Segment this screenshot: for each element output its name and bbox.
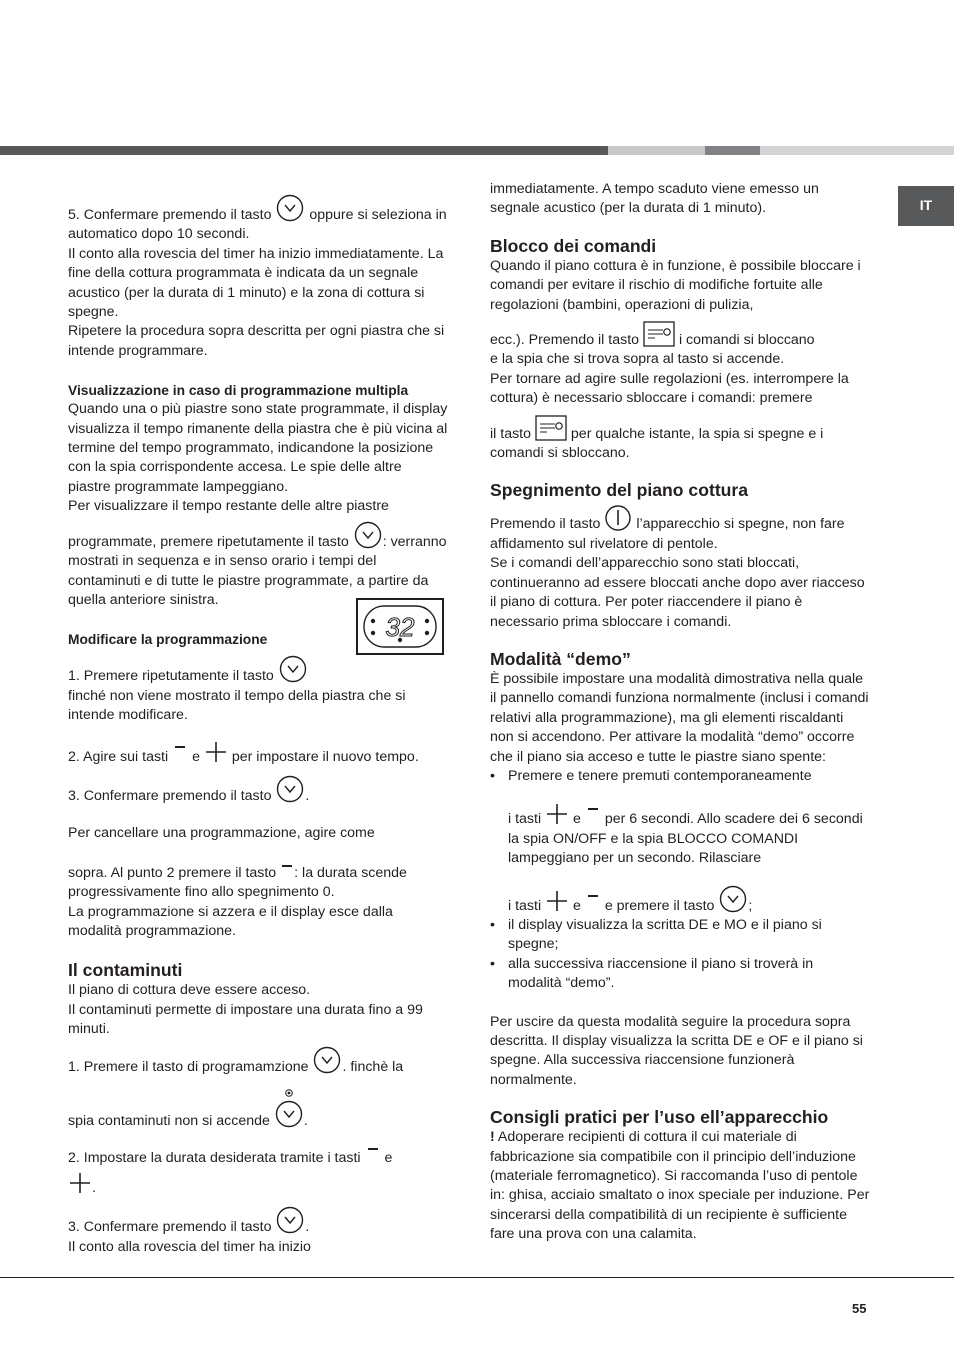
plus-key-icon: [545, 802, 569, 826]
clock-key-icon: [275, 1206, 305, 1234]
modify-step2-text: 2. Agire sui tasti: [68, 748, 169, 765]
cancel-text-b1: sopra. Al punto 2 premere il tasto: [68, 864, 277, 881]
cancel-paragraph: [68, 862, 448, 903]
step5-text-b: oppure si seleziona in automatico dopo 10 secondi.: [68, 207, 447, 243]
period: .: [305, 1219, 310, 1236]
demo-step1-text-b2: per 6 secondi. Allo scadere dei 6 secondi la spia ON/OFF e la spia BLOCCO COMANDI lampeggiano per un secondo. Rilasciare: [508, 811, 863, 867]
bullet: •: [490, 767, 495, 784]
clock-key-icon: [278, 655, 308, 683]
lock-text-e1: il tasto: [490, 425, 532, 442]
demo-step-1: [490, 767, 870, 916]
footer-rule: [0, 1277, 954, 1278]
timer-text-b: Il contaminuti permette di impostare una durata fino a 99 minuti.: [68, 1001, 423, 1038]
timer-step3-text-b: Il conto alla rovescia del timer ha inizio: [68, 1238, 311, 1255]
display-readout: 32: [385, 612, 415, 642]
step5-paragraph: [68, 194, 448, 245]
demo-step-2: [490, 916, 870, 955]
demo-heading: Modalità “demo”: [490, 648, 631, 669]
demo-step2-text: il display visualizza la scritta DE e MO e il piano si spegne;: [508, 916, 822, 953]
lock-text-c: e la spia che si trova sopra al tasto si accende.: [490, 351, 785, 368]
demo-step1-text-c1: i tasti: [508, 897, 542, 914]
demo-step1-text-a: Premere e tenere premuti contemporaneamente: [508, 767, 812, 784]
header-bar-light-end: [760, 146, 954, 155]
multi-programming-text: Quando una o più piastre sono state programmate, il display visualizza il tempo rimanente della piastra che è più vicina al termine del tempo programmato, indicandone la posizione con la spia corrispondente accesa. Le spie delle altre piastre programmate lampeggiano.: [68, 401, 448, 495]
modify-step3: [68, 775, 448, 806]
lock-paragraph: [490, 321, 870, 350]
minus-key-icon: [585, 804, 601, 826]
switch-off-text-a1: Premendo il tasto: [490, 516, 601, 533]
timer-step1: [68, 1046, 448, 1077]
multi-text-c2: : verranno mostrati in sequenza e in senso orario i tempi del contaminuti e di tutte le piastre programmate, a partire da quella anteriore sinistra.: [68, 533, 447, 608]
bullet: •: [490, 955, 495, 972]
clock-key-icon: [275, 194, 305, 222]
period: .: [305, 787, 310, 804]
demo-exit-text: Per uscire da questa modalità seguire la procedura sopra descritta. Il display visualizza la scritta DE e OF e il piano si spegne. Alla successiva riaccensione funzionerà normalmente.: [490, 1013, 863, 1088]
timer-step3-text: 3. Confermare premendo il tasto: [68, 1219, 272, 1236]
modify-step2-text-b: per impostare il nuovo tempo.: [231, 748, 419, 765]
clock-key-icon: [718, 885, 748, 913]
switch-off-paragraph: [490, 505, 870, 554]
timer-step2-text: 2. Impostare la durata desiderata tramite i tasti: [68, 1150, 361, 1167]
minus-key-icon: [280, 862, 294, 880]
semicolon: ;: [748, 897, 753, 914]
repeat-text: Ripetere la procedura sopra descritta per ogni piastra che si intende programmare.: [68, 323, 445, 359]
cancel-text-b2: : la durata scende progressivamente fino allo spegnimento 0.: [68, 864, 407, 901]
clock-key-icon: [312, 1046, 342, 1074]
seven-segment-display: [356, 598, 444, 655]
countdown-text: Il conto alla rovescia del timer ha inizio immediatamente. La fine della cottura programmata è indicata da un segnale acustico (per la durata di 1 minuto) e la zona di cottura si spegne.: [68, 245, 444, 321]
lock-text-d: Per tornare ad agire sulle regolazioni (es. interrompere la cottura) è necessario sbloccare i comandi: premere: [490, 370, 849, 407]
demo-step1-release: [508, 885, 870, 916]
timer-indicator-icon: [274, 1089, 304, 1129]
timer-step2-and: e: [384, 1150, 393, 1167]
right-column: [490, 180, 870, 1245]
multi-programming-paragraph: [68, 521, 448, 611]
demo-step3-text: alla successiva riaccensione il piano si troverà in modalità “demo”.: [508, 955, 814, 992]
switch-off-text-a2: l’apparecchio si spegne, non fare affidamento sul rivelatore di pentole.: [490, 516, 845, 552]
timer-step2: [68, 1145, 448, 1168]
clock-key-icon: [353, 521, 383, 549]
lock-text-a: Quando il piano cottura è in funzione, è possibile bloccare i comandi per evitare il rischio di modifiche fortuite alle regolazioni (bambini, operazioni di pulizia,: [490, 257, 861, 313]
plus-key-icon: [545, 889, 569, 913]
modify-step1-text: 1. Premere ripetutamente il tasto: [68, 668, 274, 685]
unlock-paragraph: [490, 415, 870, 464]
demo-step1-and: e: [573, 811, 581, 828]
header-bar-mid: [705, 146, 760, 155]
multi-programming-heading: Visualizzazione in caso di programmazione multipla: [68, 383, 409, 399]
plus-key-icon: [68, 1171, 92, 1195]
cancel-text: Per cancellare una programmazione, agire come: [68, 825, 375, 842]
minus-key-icon: [172, 742, 188, 764]
timer-step1-text: 1. Premere il tasto di programamzione: [68, 1058, 309, 1075]
multi-programming-text-b: Per visualizzare il tempo restante delle altre piastre: [68, 498, 389, 515]
tips-heading: Consigli pratici per l’uso ell’apparecchio: [490, 1107, 829, 1128]
demo-text-a: È possibile impostare una modalità dimostrativa nella quale il pannello comandi funziona normalmente (inclusi i comandi relativi alla programmazione), ma gli elementi riscaldanti non si accendono. Per attivare la modalità “demo” occorre che il piano sia acceso e tutte le piastre siano spente:: [490, 670, 869, 765]
cancel-text-c: La programmazione si azzera e il display esce dalla modalità programmazione.: [68, 903, 393, 939]
modify-programming-heading: Modificare la programmazione: [68, 632, 268, 648]
minus-key-icon: [585, 891, 601, 913]
timer-continuation-text: immediatamente. A tempo scaduto viene emesso un segnale acustico (per la durata di 1 minuto).: [490, 181, 819, 217]
tips-text: Adoperare recipienti di cottura il cui materiale di fabbricazione sia compatibile con il principio dell’induzione (materiale ferromagnetico). Si raccomanda l’uso di pentole in: ghisa, acciaio smaltato o inox speciale per induzione. Per sincerarsi della compatibilità di un recipiente è sufficiente fare una prova con una calamita.: [490, 1129, 870, 1243]
modify-step1: [68, 655, 448, 686]
bullet: •: [490, 916, 495, 933]
period: .: [92, 1179, 96, 1196]
tips-paragraph: [490, 1128, 870, 1244]
modify-step2-and: e: [192, 748, 200, 765]
timer-step1-text-b: . finchè la: [342, 1058, 404, 1075]
demo-steps-list: [490, 767, 870, 994]
lock-text-e2: per qualche istante, la spia si spegne e i comandi si sbloccano.: [490, 425, 824, 462]
page-number: 55: [852, 1301, 867, 1316]
timer-step3: [68, 1206, 448, 1237]
multi-text-c1: programmate, premere ripetutamente il tasto: [68, 533, 349, 550]
display-graphic: [358, 600, 442, 653]
step5-text: 5. Confermare premendo il tasto: [68, 207, 272, 223]
switch-off-text-b: Se i comandi dell’apparecchio sono stati bloccati, continueranno ad essere bloccati anche dopo aver riacceso il piano di cottura. Per poter riaccendere il piano è necessario prima sbloccare i comandi.: [490, 555, 865, 630]
header-bar-light: [608, 146, 705, 155]
switch-off-heading: Spegnimento del piano cottura: [490, 480, 749, 501]
lock-text-b1: ecc.). Premendo il tasto: [490, 332, 640, 349]
timer-step1-cont: [68, 1089, 448, 1131]
plus-key-icon: [204, 740, 228, 764]
demo-step1-keys: [508, 802, 870, 868]
header-bar-dark: [0, 146, 608, 155]
modify-step1-text-b: finché non viene mostrato il tempo della piastra che si intende modificare.: [68, 687, 406, 724]
demo-step-3: [490, 955, 870, 994]
lock-heading: Blocco dei comandi: [490, 235, 657, 256]
language-tab: [898, 186, 954, 226]
minus-key-icon: [365, 1145, 381, 1165]
left-column: [68, 180, 448, 1257]
timer-text-a: Il piano di cottura deve essere acceso.: [68, 982, 311, 999]
clock-key-icon: [275, 775, 305, 803]
modify-step2: [68, 740, 448, 767]
demo-step1-text-c2: e premere il tasto: [604, 897, 715, 914]
demo-step1-and: e: [573, 897, 581, 914]
demo-step1-text-b1: i tasti: [508, 811, 542, 828]
modify-step3-text: 3. Confermare premendo il tasto: [68, 787, 272, 804]
language-tab-label: IT: [919, 197, 933, 214]
timer-step1-text-c: spia contaminuti non si accende: [68, 1113, 270, 1129]
timer-step2-cont: [68, 1171, 448, 1198]
lock-text-b2: i comandi si bloccano: [678, 332, 815, 349]
warning-mark: !: [490, 1129, 495, 1146]
period: .: [303, 1113, 308, 1129]
timer-heading: Il contaminuti: [68, 960, 183, 981]
lock-key-icon: [535, 415, 567, 441]
power-key-icon: [604, 505, 632, 531]
lock-key-icon: [643, 321, 675, 347]
